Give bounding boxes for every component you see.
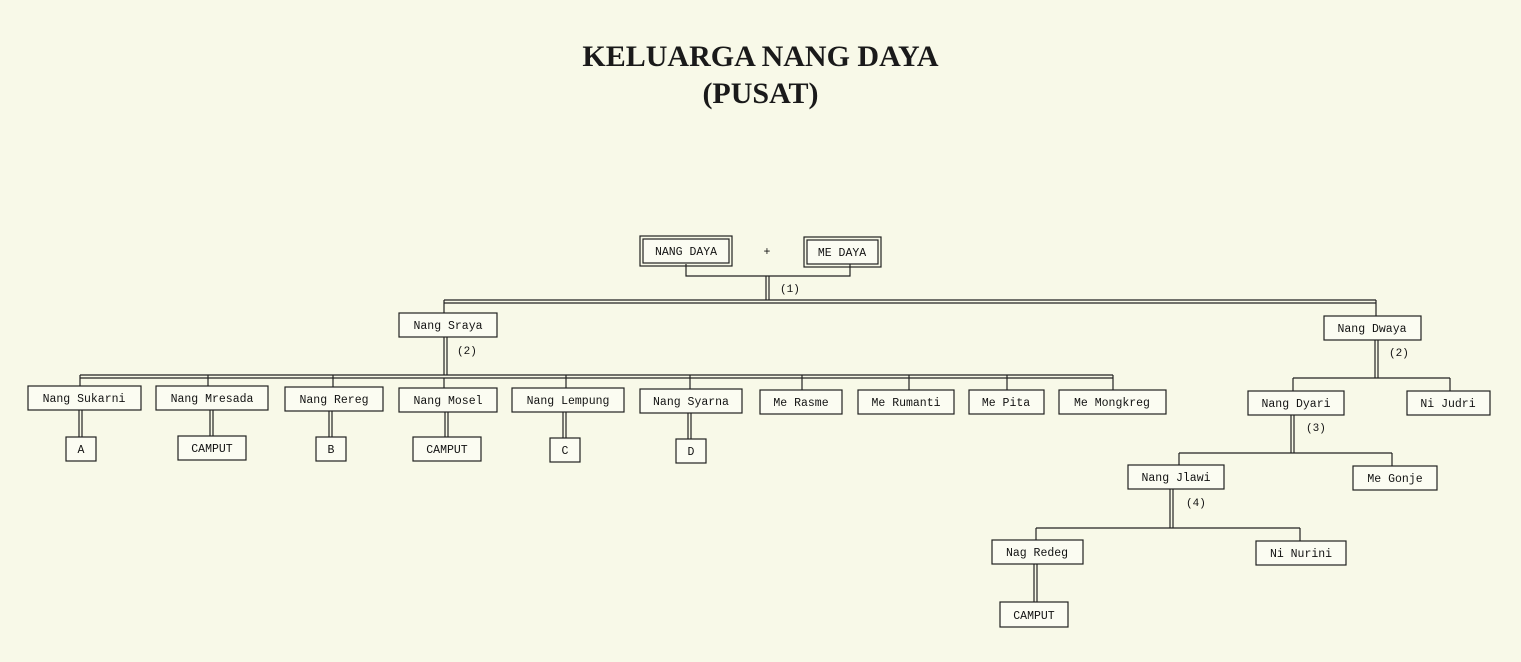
node-nang-dwaya [1324,316,1421,340]
node-label: Nang Rereg [299,394,369,407]
node-label: Nang Mosel [413,395,483,408]
node-nang-sraya [399,313,497,337]
node-nang-mosel [399,388,497,412]
generation-label-2-right: (2) [1389,348,1409,360]
node-nang-dyari [1248,391,1344,415]
generation-label-3: (3) [1306,423,1326,435]
node-label: Me Rumanti [871,397,941,410]
node-me-rumanti [858,390,954,414]
node-me-mongkreg [1059,390,1166,414]
node-label: B [327,444,335,457]
node-me-pita [969,390,1044,414]
node-nag-redeg [992,540,1083,564]
node-label: D [687,446,695,459]
node-label: Me Gonje [1367,473,1423,486]
node-label: CAMPUT [426,444,468,457]
node-label: Nang Sukarni [42,393,126,406]
node-ni-nurini [1256,541,1346,565]
node-label: C [561,445,569,458]
node-label: A [77,444,85,457]
node-label: Nag Redeg [1005,547,1069,560]
node-me-rasme [760,390,842,414]
node-me-daya [804,237,881,267]
node-label: Nang Dwaya [1337,323,1407,336]
node-sub-mosel [413,437,481,461]
node-sub-lempung [550,438,580,462]
node-sub-mresada [178,436,246,460]
node-label: Nang Syarna [653,396,729,409]
plus-sign: + [763,246,771,259]
node-label: Nang Lempung [526,395,610,408]
node-nang-sukarni [28,386,141,410]
node-label: Me Pita [981,397,1031,410]
node-sub-rereg [316,437,346,461]
node-sub-syarna [676,439,706,463]
node-label: ME DAYA [817,247,867,260]
node-me-gonje [1353,466,1437,490]
node-nang-rereg [285,387,383,411]
node-nang-daya [640,236,732,266]
node-label: Nang Mresada [170,393,254,406]
title-line-2: (PUSAT) [702,77,819,110]
node-label: Ni Judri [1420,398,1476,411]
node-label: Me Rasme [773,397,829,410]
node-label: CAMPUT [1013,610,1055,623]
generation-label-1: (1) [780,284,800,296]
connector-lines [79,264,1450,602]
node-label: Nang Jlawi [1141,472,1211,485]
node-ni-judri [1407,391,1490,415]
node-nang-jlawi [1128,465,1224,489]
node-label: NANG DAYA [654,246,718,259]
node-label: CAMPUT [191,443,233,456]
node-sub-redeg [1000,602,1068,627]
generation-label-4: (4) [1186,498,1206,510]
node-label: Me Mongkreg [1074,397,1150,410]
node-label: Nang Sraya [413,320,483,333]
node-label: Ni Nurini [1269,548,1333,561]
node-nang-lempung [512,388,624,412]
node-nang-mresada [156,386,268,410]
title-line-1: KELUARGA NANG DAYA [582,40,939,73]
node-label: Nang Dyari [1261,398,1331,411]
generation-label-2-left: (2) [457,346,477,358]
node-nang-syarna [640,389,742,413]
node-sub-sukarni [66,437,96,461]
